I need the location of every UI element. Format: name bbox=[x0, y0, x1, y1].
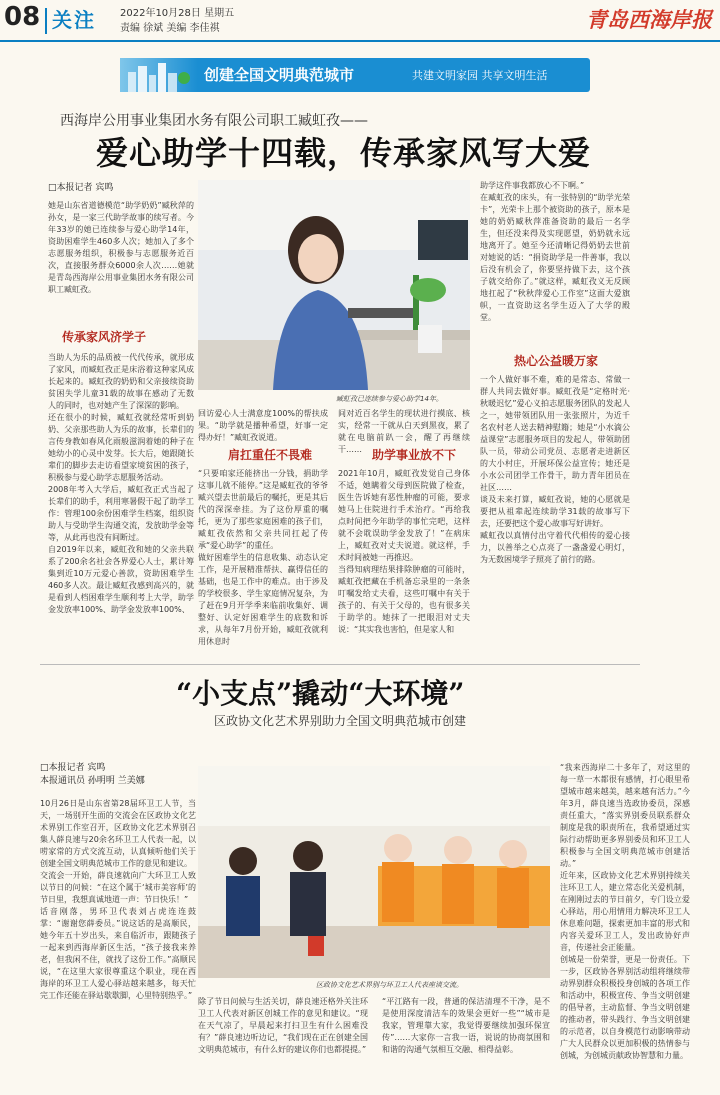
story1-col4-body: 一个人做好事不难，难的是常态、常做一群人共同去做好事。臧虹孜是“定格时光·秋暖迟忆”爱心义拍志愿服务团队的发起人之一，她带领团队用一张张照片，为近千名农村老人送去精神慰籍；她是“小水滴公益课堂”志愿服务项目的发起人，带领助团队一员，带动公司党员、志愿者走进新区的大小村庄，开展环保公益宣传；她还是小水公司团学工作骨干，助力青年团员在社区…… 谈及未来打算，臧虹孜说，她的心愿就是要把从祖辈起连续助学31载的故事写下去，还要把这个爱心故事写好讲好。 臧虹孜以真情付出守着代代相传的爱心接力，以善举之心点亮了一盏盏爱心明灯，为无数困境学子照亮了前行的路。 bbox=[480, 375, 630, 564]
story2-subhead: 区政协文化艺术界别助力全国文明典范城市创建 bbox=[214, 714, 467, 728]
story2-col2-body: 除了节日问候与生活关切，薛良速还格外关注环卫工人代表对新区创城工作的意见和建议。“现在天气凉了，早晨起来打扫卫生有什么困难没有？”薛良速边听边记，“我们现在正在创建全国文明典范城市，有什么好的建议你们也都提提。” bbox=[198, 997, 368, 1054]
issue-meta bbox=[120, 6, 234, 36]
story2-byline bbox=[40, 762, 145, 788]
story1-subhead-1: 传承家风济学子 bbox=[62, 330, 147, 344]
story1-col4-top: 助学这件事我都放心不下啊。” 在臧虹孜的床头，有一张特别的“助学光荣卡”，光荣卡上那个被资助的孩子，原本是她的奶奶臧秋萍准备资助的最后一名学生，但还没来得及实现愿望，奶奶就永远地离开了。她至今还清晰记得奶奶去世前对她说的话：“捐资助学是一件善事，我以后没有机会了，你要坚持做下去，这个孩子就交给你了。”就这样，臧虹孜义无反顾地扛起了“秋秋萍爱心工作室”这面大爱旗帜，一直资助这名学生迈入了大学的殿堂。 bbox=[480, 181, 630, 322]
section-title: 关注 bbox=[52, 8, 96, 32]
story1-photo-caption: 臧虹孜已连续参与爱心助学14年。 bbox=[336, 395, 443, 403]
story1-byline: □本报记者 宾鸣 bbox=[48, 183, 114, 193]
story2-col4-body: “我来西海岸二十多年了，对这里的每一草一木都很有感情，打心眼里希望城市越来越美，越来越有活力。”今年3月，薛良速当选政协委员，深感责任重大，“落实界别委员联系群众制度是我的职责所在，我希望通过实际行动帮助更多界别委员和环卫工人积极参与全国文明典范城市创建活动。” 近年来，区政协文化艺术界别持续关注环卫工人，建立常态化关爱机制，在刚刚过去的节日前夕，专门设立爱心驿站，用心用情用力解决环卫工人休息难问题，探索更加丰富的形式和内容关爱环卫工人，发出政协好声音，传递社会正能量。 创城是一份荣誉，更是一份责任。下一步，区政协各界别活动组将继续带动界别群众积极投身创城的各项工作和活动中，积极宣传、争当文明创建的倡导者，主动监督、争当文明创建的推动者，带头践行、争当文明创建的示范者，以自身模范行动影响带动广大人民群众以更加积极的热情参与创城，为创城贡献政协智慧和力量。 bbox=[560, 763, 690, 1060]
story2-byline-correspondent: 本报通讯员 孙明明 兰美娜 bbox=[40, 776, 145, 786]
story1-headline: 爱心助学十四载，传承家风写大爱 bbox=[96, 134, 592, 172]
story2-col3-body: “平江路有一段，普通的保洁清理不干净，是不是使用深度清洁车的效果会更好一些”“城市是我家，管理靠大家，我觉得要继续加强环保宣传”……大家你一言我一语，说说的协商氛围和和谐的沟通气氛相互交融、相得益彰。 bbox=[382, 997, 550, 1054]
header-rule bbox=[0, 40, 720, 42]
story1-col1-body: 当助人为乐的品质被一代代传承，就形成了家风，而臧虹孜正是床浴着这种家风成长起来的。臧虹孜的奶奶和父亲接续资助贫困失学儿童31载的故事在感动了无数人的同时，也对她产生了深深的影响。 还在很小的时候，臧虹孜就经常听到奶奶、父亲那些助人为乐的故事，长辈们的言传身教如春风化雨般滋润着她的种子在她幼小的心灵中发芽。长大后，她跟随长辈们的脚步去走访看望家境贫困的孩子，积极参与爱心助学志愿服务活动。 2008年考入大学后，臧虹孜正式当起了长辈们的助手，利用寒暑假干起了助学工作：管理100余份困难学生档案，组织资助人与受助学生沟通交流，发放助学金等等，从此再也没有间断过。 自2019年以来，臧虹孜和她的父亲共联系了200余名社会各界爱心人士，累计筹集到近10万元爱心善款，资助困难学生460多人次。最让臧虹孜感到高兴的，就是看到人档困难学生顺利考上大学，助学金发放率100%、助学金发放率100%、 bbox=[48, 353, 194, 614]
page-header bbox=[0, 0, 720, 40]
story1-subhead-4: 热心公益暖万家 bbox=[514, 354, 599, 368]
story2-headline: “小支点”撬动“大环境” bbox=[176, 677, 465, 710]
staff-line: 责编 徐斌 美编 李佳祺 bbox=[120, 23, 220, 34]
story2-photo-caption: 区政协文化艺术界别与环卫工人代表座谈交流。 bbox=[316, 981, 463, 989]
city-skyline-icon bbox=[120, 58, 198, 92]
story1-col2-top: 回访爱心人士满意度100%的帮扶成果。“助学就是播种希望，好事一定得办好！”臧虹孜说道。 bbox=[198, 409, 328, 442]
story2-photo bbox=[198, 766, 550, 978]
story2-byline-reporter: □本报记者 宾鸣 bbox=[40, 763, 106, 773]
masthead-logo: 青岛西海岸报 bbox=[586, 7, 712, 32]
section-divider bbox=[45, 8, 47, 34]
date-line: 2022年10月28日 星期五 bbox=[120, 8, 235, 19]
story1-col3-body: 2021年10月，臧虹孜发觉自己身体不适，她瞒着父母到医院做了检查，医生告诉她有恶性肿瘤的可能，要求她马上住院进行手术治疗。“再给我点时间把今年助学的事忙完吧，这样就不会耽误助学金发放了！”在病床上，臧虹孜对丈夫说道。就这样，手术时间被她一再推迟。 当得知病理结果排除肿瘤的可能时，臧虹孜把藏在手机备忘录里的一条条叮嘱发给丈夫看，这些叮嘱中有关于孩子的、有关于父母的，也有很多关于助学的。她抹了一把眼泪对丈夫说：“其实我也害怕，但是家人和 bbox=[338, 469, 470, 634]
campaign-banner bbox=[120, 58, 590, 92]
story1-kicker: 西海岸公用事业集团水务有限公司职工臧虹孜—— bbox=[60, 113, 368, 129]
story1-col2-body: “只要咱家还能挤出一分钱，捐助学这事儿就不能停。”这是臧虹孜的爷爷臧兴望去世前最后的嘱托，更是其后代的深深牵挂。为了这份厚重的嘱托，更为了那些家庭困难的孩子们，臧虹孜依然和父亲共同扛起了传承“爱心助学”的重任。 做好困难学生的信息收集、动态认定工作，是开展精准帮扶、赢得信任的基础，也是工作中的难点。由于涉及的学校很多、学生家庭情况复杂，为了赶在9月开学季来临前收集好、调整好、认定好困难学生的底数和诉求，从每年7月份开始，臧虹孜就利用休息时 bbox=[198, 469, 328, 646]
banner-slogan: 共建文明家园 共享文明生活 bbox=[412, 69, 548, 82]
story1-subhead-3: 助学事业放不下 bbox=[372, 448, 457, 462]
page-number: 08 bbox=[4, 2, 41, 32]
story1-intro: 她是山东省道德模范“助学奶奶”臧秋萍的孙女，是一家三代助学故事的续写者。今年33岁的她已连续参与爱心助学14年，资助困难学生460多人次；她加入了多个志愿服务组织，积极参与志愿服务近百次，直接服务群众6000余人次……她就是青岛西海岸公用事业集团水务有限公司职工臧虹孜。 bbox=[48, 201, 194, 294]
story1-col3-top: 间对近百名学生的现状进行摸底、核实，经常一干就从白天到黑夜，累了就在电脑前趴一会，醒了再继续干…… bbox=[338, 409, 470, 454]
story1-photo bbox=[198, 180, 470, 390]
story2-col1-body: 10月26日是山东省第28届环卫工人节，当天，一场别开生面的交流会在区政协文化艺术界别工作室召开，区政协文化艺术界别召集人薛良速与20余名环卫工人代表一起，以唠家常的方式交流互动，认真倾听他们关于创建全国文明典范城市工作的意见和建议。 交流会一开始，薛良速就向广大环卫工人致以节日的问候：“在这个属于‘城市美容师’的节日里，我想真诚地道一声：节日快乐！” 话音刚落，男环卫代表刘占虎连连鼓掌：“谢谢您薛委员。”说这话的是高顺民，她今年五十岁出头，来自临沂市，跟随孩子一起来到西海岸新区生活，“孩子接我来养老，但我闲不住，就找了这份工作。”高顺民说，“在这里大家很尊重这个职业，现在西海岸的环卫工人爱心驿站越来越多，每天忙完工作还能在驿站歇歇脚，心里特别热乎。” bbox=[40, 799, 196, 1000]
story1-subhead-2: 肩扛重任不畏难 bbox=[228, 448, 313, 462]
story-separator bbox=[40, 664, 640, 665]
banner-title: 创建全国文明典范城市 bbox=[204, 66, 355, 84]
